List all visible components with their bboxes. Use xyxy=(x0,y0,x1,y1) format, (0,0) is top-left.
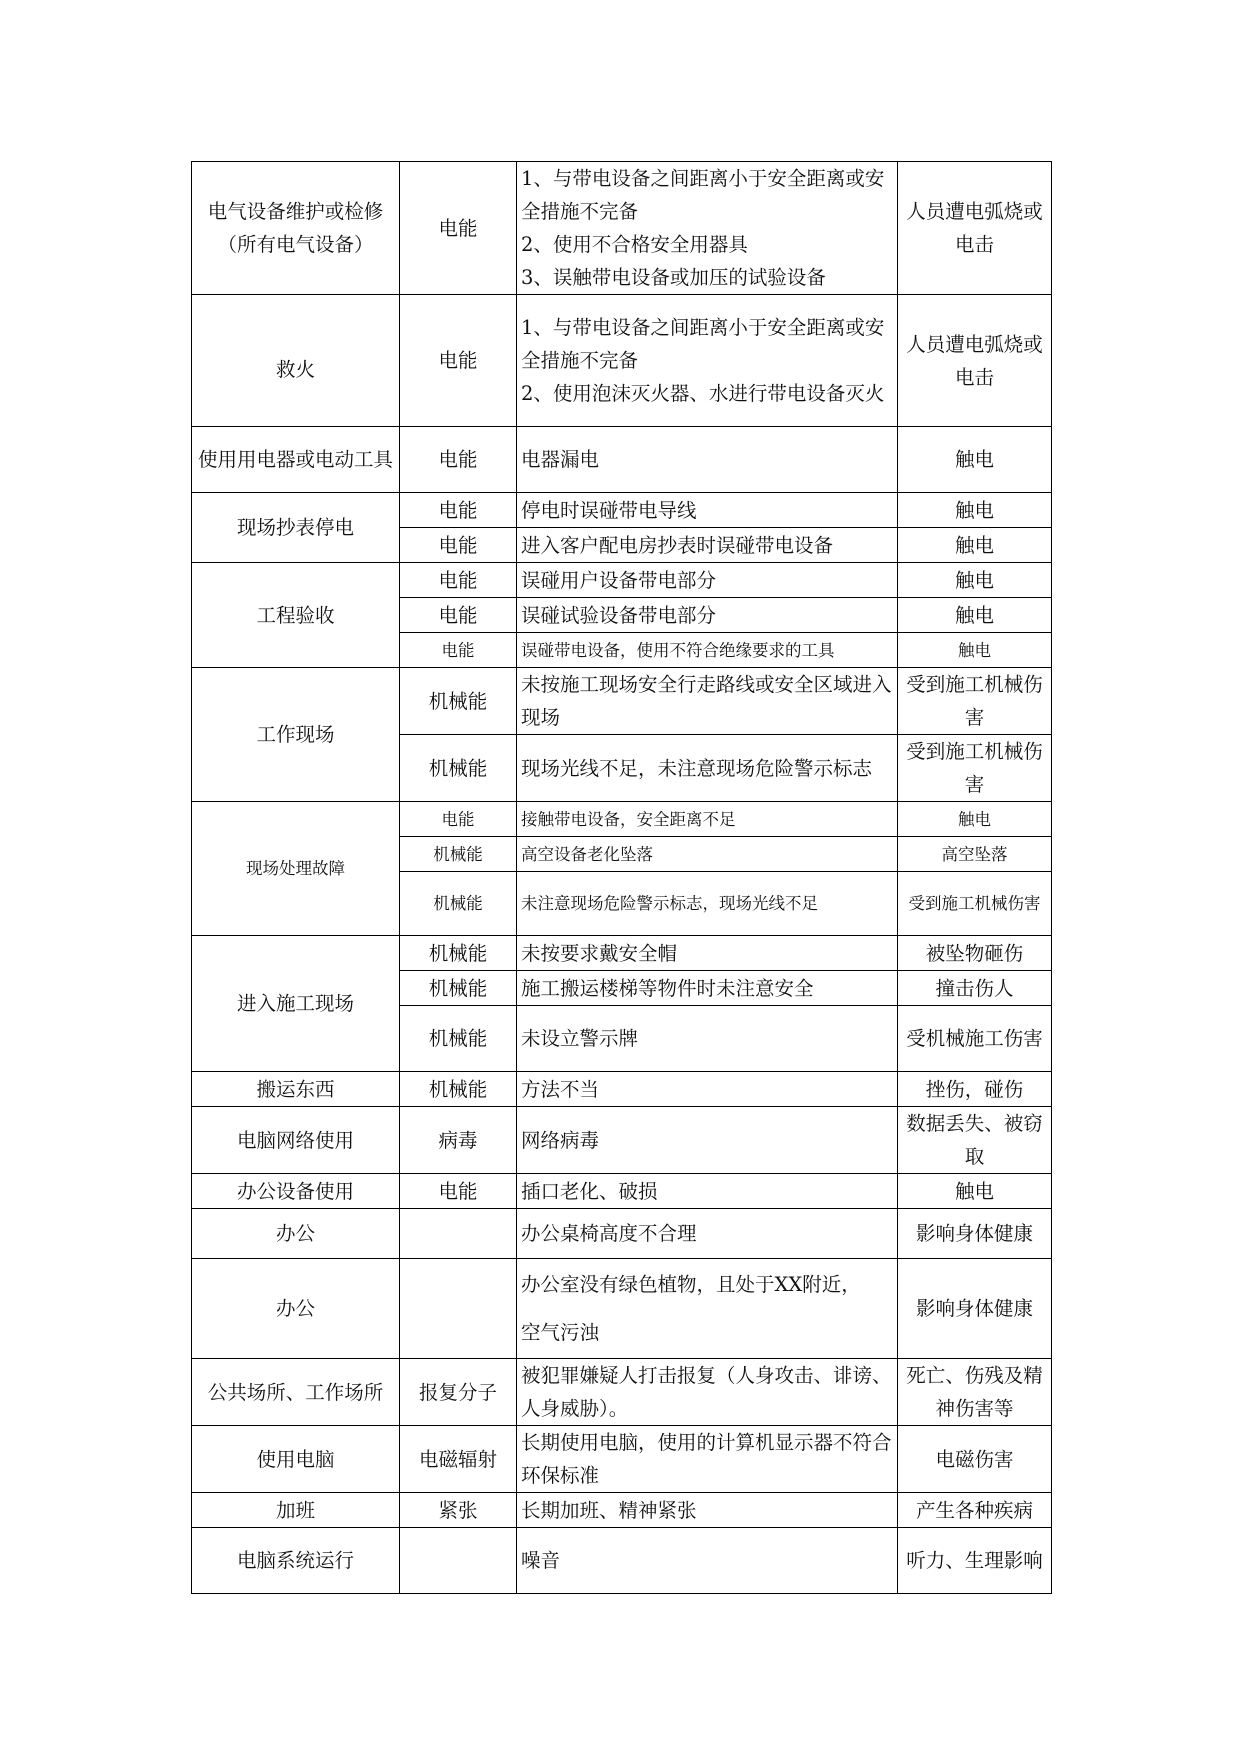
energy-cell: 电能 xyxy=(400,802,517,837)
cause-cell: 误碰用户设备带电部分 xyxy=(517,563,898,598)
table-row xyxy=(192,668,1052,735)
energy-cell: 机械能 xyxy=(400,735,517,802)
activity-cell: 加班 xyxy=(192,1493,400,1528)
energy-cell: 电能 xyxy=(400,1174,517,1209)
cause-line: 2、使用泡沫灭火器、水进行带电设备灭火 xyxy=(521,382,885,405)
table-row xyxy=(192,936,1052,971)
cause-cell: 办公桌椅高度不合理 xyxy=(517,1209,898,1259)
energy-cell: 报复分子 xyxy=(400,1359,517,1426)
table-row xyxy=(192,1493,1052,1528)
consequence-cell: 受到施工机械伤害 xyxy=(898,872,1052,936)
energy-cell: 病毒 xyxy=(400,1107,517,1174)
activity-cell: 使用电脑 xyxy=(192,1426,400,1493)
cause-cell: 未按施工现场安全行走路线或安全区域进入现场 xyxy=(517,668,898,735)
cause-cell: 插口老化、破损 xyxy=(517,1174,898,1209)
consequence-cell: 影响身体健康 xyxy=(898,1259,1052,1359)
cause-cell: 噪音 xyxy=(517,1528,898,1594)
energy-cell xyxy=(400,1259,517,1359)
table-row xyxy=(192,1528,1052,1594)
cause-line: 1、与带电设备之间距离小于安全距离或安全措施不完备 xyxy=(521,167,885,223)
consequence-cell: 触电 xyxy=(898,528,1052,563)
cause-cell: 网络病毒 xyxy=(517,1107,898,1174)
cause-cell: 施工搬运楼梯等物件时未注意安全 xyxy=(517,971,898,1006)
activity-cell: 救火 xyxy=(192,295,400,427)
table-row xyxy=(192,295,1052,427)
cause-line: 1、与带电设备之间距离小于安全距离或安全措施不完备 xyxy=(521,316,885,372)
cause-line: 2、使用不合格安全用器具 xyxy=(521,233,748,256)
activity-cell: 公共场所、工作场所 xyxy=(192,1359,400,1426)
cause-line: 空气污浊 xyxy=(521,1320,600,1344)
activity-cell: 电脑网络使用 xyxy=(192,1107,400,1174)
consequence-cell: 触电 xyxy=(898,493,1052,528)
cause-cell: 未设立警示牌 xyxy=(517,1006,898,1072)
energy-cell: 机械能 xyxy=(400,971,517,1006)
consequence-cell: 触电 xyxy=(898,598,1052,633)
activity-cell: 使用用电器或电动工具 xyxy=(192,427,400,493)
energy-cell: 电能 xyxy=(400,563,517,598)
energy-cell: 电能 xyxy=(400,493,517,528)
energy-cell: 电能 xyxy=(400,162,517,295)
table-row xyxy=(192,563,1052,598)
consequence-cell: 触电 xyxy=(898,563,1052,598)
table-row xyxy=(192,1209,1052,1259)
consequence-cell: 受机械施工伤害 xyxy=(898,1006,1052,1072)
energy-cell: 电能 xyxy=(400,633,517,668)
activity-cell: 现场抄表停电 xyxy=(192,493,400,563)
table-row xyxy=(192,1174,1052,1209)
energy-cell: 电磁辐射 xyxy=(400,1426,517,1493)
table-row xyxy=(192,1259,1052,1359)
consequence-cell: 听力、生理影响 xyxy=(898,1528,1052,1594)
cause-cell: 未按要求戴安全帽 xyxy=(517,936,898,971)
consequence-cell: 人员遭电弧烧或电击 xyxy=(898,295,1052,427)
energy-cell: 电能 xyxy=(400,598,517,633)
table-row xyxy=(192,162,1052,295)
table-row xyxy=(192,1359,1052,1426)
table-row xyxy=(192,493,1052,528)
cause-cell xyxy=(517,295,898,427)
cause-cell: 方法不当 xyxy=(517,1072,898,1107)
cause-cell xyxy=(517,162,898,295)
table-row xyxy=(192,1107,1052,1174)
consequence-cell: 影响身体健康 xyxy=(898,1209,1052,1259)
energy-cell: 电能 xyxy=(400,295,517,427)
consequence-cell: 触电 xyxy=(898,802,1052,837)
cause-cell: 被犯罪嫌疑人打击报复（人身攻击、诽谤、人身威胁）。 xyxy=(517,1359,898,1426)
energy-cell: 电能 xyxy=(400,427,517,493)
activity-cell: 工作现场 xyxy=(192,668,400,802)
cause-line: 3、误触带电设备或加压的试验设备 xyxy=(521,266,826,289)
consequence-cell: 受到施工机械伤害 xyxy=(898,735,1052,802)
cause-cell xyxy=(517,1259,898,1359)
consequence-cell: 触电 xyxy=(898,633,1052,668)
consequence-cell: 挫伤，碰伤 xyxy=(898,1072,1052,1107)
activity-cell: 办公 xyxy=(192,1259,400,1359)
energy-cell: 机械能 xyxy=(400,1072,517,1107)
activity-cell: 办公 xyxy=(192,1209,400,1259)
consequence-cell: 被坠物砸伤 xyxy=(898,936,1052,971)
cause-cell: 高空设备老化坠落 xyxy=(517,837,898,872)
table-row xyxy=(192,1426,1052,1493)
table-row xyxy=(192,802,1052,837)
energy-cell: 机械能 xyxy=(400,872,517,936)
consequence-cell: 撞击伤人 xyxy=(898,971,1052,1006)
consequence-cell: 触电 xyxy=(898,1174,1052,1209)
consequence-cell: 受到施工机械伤害 xyxy=(898,668,1052,735)
cause-cell: 误碰带电设备，使用不符合绝缘要求的工具 xyxy=(517,633,898,668)
energy-cell: 电能 xyxy=(400,528,517,563)
consequence-cell: 高空坠落 xyxy=(898,837,1052,872)
cause-cell: 长期使用电脑，使用的计算机显示器不符合环保标准 xyxy=(517,1426,898,1493)
cause-cell: 进入客户配电房抄表时误碰带电设备 xyxy=(517,528,898,563)
consequence-cell: 死亡、伤残及精神伤害等 xyxy=(898,1359,1052,1426)
energy-cell: 机械能 xyxy=(400,1006,517,1072)
cause-cell: 误碰试验设备带电部分 xyxy=(517,598,898,633)
cause-cell: 长期加班、精神紧张 xyxy=(517,1493,898,1528)
cause-cell: 未注意现场危险警示标志，现场光线不足 xyxy=(517,872,898,936)
table-row xyxy=(192,1072,1052,1107)
cause-line: 办公室没有绿色植物，且处于XX附近， xyxy=(521,1272,861,1296)
activity-cell: 电脑系统运行 xyxy=(192,1528,400,1594)
energy-cell: 紧张 xyxy=(400,1493,517,1528)
table-row xyxy=(192,427,1052,493)
energy-cell: 机械能 xyxy=(400,837,517,872)
cause-cell: 电器漏电 xyxy=(517,427,898,493)
activity-cell: 办公设备使用 xyxy=(192,1174,400,1209)
energy-cell xyxy=(400,1209,517,1259)
cause-cell: 停电时误碰带电导线 xyxy=(517,493,898,528)
energy-cell: 机械能 xyxy=(400,936,517,971)
energy-cell: 机械能 xyxy=(400,668,517,735)
consequence-cell: 触电 xyxy=(898,427,1052,493)
cause-cell: 现场光线不足，未注意现场危险警示标志 xyxy=(517,735,898,802)
activity-cell: 搬运东西 xyxy=(192,1072,400,1107)
activity-cell: 电气设备维护或检修（所有电气设备） xyxy=(192,162,400,295)
energy-cell xyxy=(400,1528,517,1594)
activity-cell: 进入施工现场 xyxy=(192,936,400,1072)
activity-cell: 工程验收 xyxy=(192,563,400,668)
consequence-cell: 人员遭电弧烧或电击 xyxy=(898,162,1052,295)
consequence-cell: 数据丢失、被窃取 xyxy=(898,1107,1052,1174)
consequence-cell: 产生各种疾病 xyxy=(898,1493,1052,1528)
cause-cell: 接触带电设备，安全距离不足 xyxy=(517,802,898,837)
hazard-table xyxy=(191,161,1052,1594)
consequence-cell: 电磁伤害 xyxy=(898,1426,1052,1493)
activity-cell: 现场处理故障 xyxy=(192,802,400,936)
